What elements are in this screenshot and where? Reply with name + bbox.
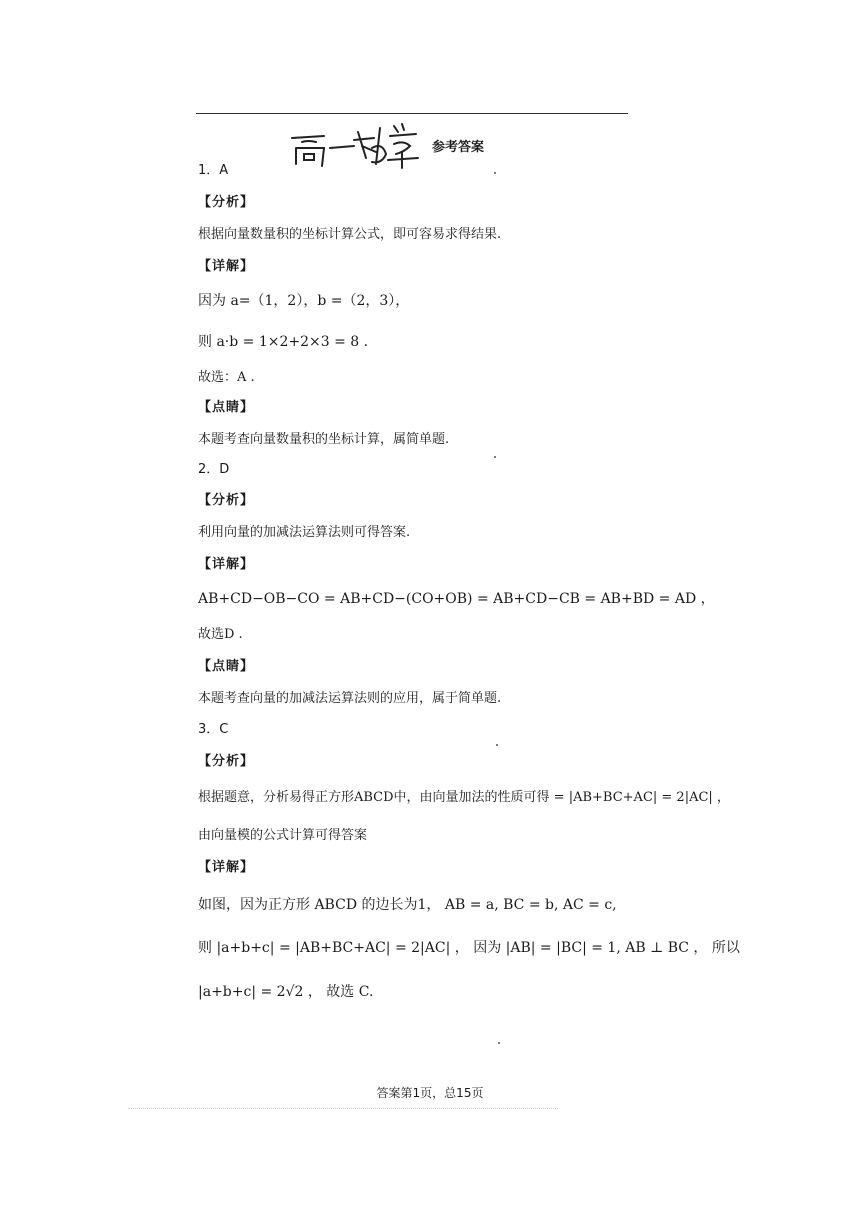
q1-detail-line2: 则 a·b = 1×2+2×3 = 8 . <box>198 334 369 350</box>
q1-number: 1．A <box>198 163 229 178</box>
scan-speck <box>498 1042 500 1044</box>
q2-remark: 本题考查向量的加减法运算法则的应用，属于简单题. <box>198 691 502 706</box>
scan-speck <box>494 456 496 458</box>
q1-analysis: 根据向量数量积的坐标计算公式，即可容易求得结果. <box>198 227 502 242</box>
q3-analysis-line-a: 根据题意，分析易得正方形ABCD中，由向量加法的性质可得 = |AB+BC+AC| = 2|AC| ， <box>198 790 730 805</box>
q1-remark: 本题考查向量数量积的坐标计算，属简单题. <box>198 432 450 447</box>
page-title: 参考答案 <box>432 140 485 155</box>
q2-remark-tag: 【点睛】 <box>198 659 255 674</box>
q2-detail-line3: 故选D . <box>198 627 243 642</box>
q1-analysis-tag: 【分析】 <box>198 195 255 210</box>
q3-detail-tag: 【详解】 <box>198 860 255 875</box>
q3-analysis-tag: 【分析】 <box>198 754 255 769</box>
q2-analysis: 利用向量的加减法运算法则可得答案. <box>198 525 411 540</box>
q1-remark-tag: 【点睛】 <box>198 400 255 415</box>
q3-detail-line2: 则 |a+b+c| = |AB+BC+AC| = 2|AC| ， 因为 |AB| = |BC| = 1, AB ⊥ BC ， 所以 <box>198 940 740 956</box>
q2-analysis-tag: 【分析】 <box>198 493 255 508</box>
q3-detail-line3: |a+b+c| = 2√2 ， 故选 C. <box>198 984 374 1000</box>
top-rule <box>196 113 628 114</box>
q3-detail-line1: 如图，因为正方形 ABCD 的边长为1， AB = a, BC = b, AC = c, <box>198 897 617 913</box>
q3-number: 3．C <box>198 722 229 737</box>
scan-speck <box>496 744 498 746</box>
q1-detail-tag: 【详解】 <box>198 259 255 274</box>
q1-detail-line1: 因为 a=（1，2），b =（2，3）， <box>198 293 410 309</box>
q2-detail-tag: 【详解】 <box>198 557 255 572</box>
handwritten-title-signature <box>284 118 424 174</box>
q2-detail-formula: AB+CD−OB−CO = AB+CD−(CO+OB) = AB+CD−CB = AB+BD = AD ， <box>198 591 715 607</box>
scan-edge <box>128 1108 558 1109</box>
scan-speck <box>494 172 496 174</box>
page-footer: 答案第1页，总15页 <box>376 1086 484 1100</box>
q3-analysis-line-b: 由向量模的公式计算可得答案 <box>198 828 368 843</box>
q1-detail-line3: 故选：A . <box>198 370 255 385</box>
q2-number: 2．D <box>198 462 230 477</box>
